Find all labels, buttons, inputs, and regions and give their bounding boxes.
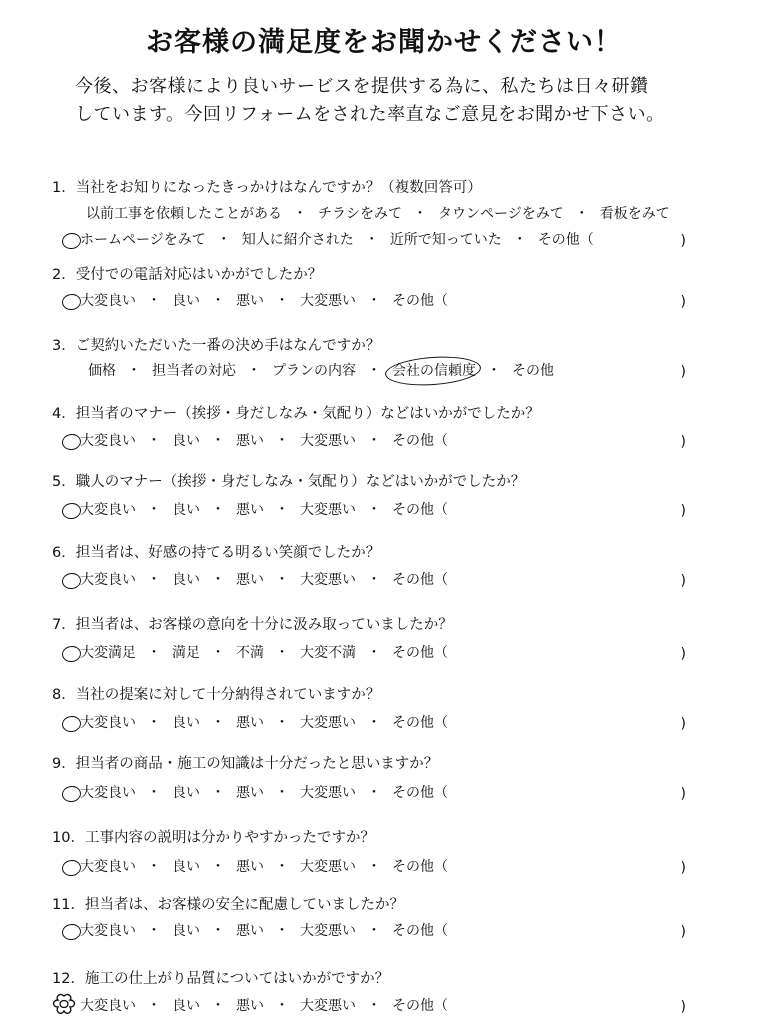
q6-option[interactable]: その他（	[392, 572, 448, 588]
q1-option[interactable]: その他（	[537, 232, 594, 248]
q7-option-row	[80, 642, 448, 662]
separator: ・	[275, 998, 289, 1014]
separator: ・	[147, 645, 161, 661]
q5-option[interactable]: 悪い	[236, 502, 264, 518]
q4-option[interactable]: 大変悪い	[300, 433, 356, 449]
q10-option[interactable]: 悪い	[236, 859, 264, 875]
q7-option[interactable]: その他（	[392, 645, 448, 661]
q2-option[interactable]: その他（	[392, 293, 448, 309]
q4-option[interactable]: 悪い	[236, 433, 264, 449]
separator: ・	[147, 433, 161, 449]
separator: ・	[574, 206, 589, 222]
q10-option[interactable]: 良い	[172, 859, 200, 875]
separator: ・	[127, 363, 141, 379]
q12-option[interactable]: 悪い	[236, 998, 264, 1014]
close-paren: )	[680, 233, 686, 249]
selection-circle-mark	[61, 715, 82, 733]
separator: ・	[247, 363, 261, 379]
q11-option-row	[80, 920, 448, 940]
q2-option-selected[interactable]: 大変良い	[80, 293, 136, 309]
q7-option[interactable]: 不満	[236, 645, 264, 661]
separator: ・	[367, 998, 381, 1014]
q1-option[interactable]: 以前工事を依頼したことがある	[86, 206, 282, 222]
q7-option-selected[interactable]: 大変満足	[80, 645, 136, 661]
q6-options	[80, 569, 686, 591]
q5-options	[80, 499, 686, 521]
close-paren: )	[680, 573, 686, 589]
separator: ・	[216, 232, 231, 248]
close-paren: )	[680, 434, 686, 450]
q1-option[interactable]: 看板をみて	[599, 206, 670, 222]
q8-option[interactable]: その他（	[392, 715, 448, 731]
selection-circle-mark	[61, 923, 82, 941]
q8-options	[80, 712, 686, 734]
separator: ・	[275, 572, 289, 588]
question-7-title: 7．担当者は、お客様の意向を十分に汲み取っていましたか？	[52, 617, 453, 633]
q4-option[interactable]: その他（	[392, 433, 448, 449]
close-paren: )	[680, 503, 686, 519]
separator: ・	[367, 502, 381, 518]
separator: ・	[211, 645, 225, 661]
separator: ・	[367, 645, 381, 661]
q2-option[interactable]: 良い	[172, 293, 200, 309]
separator: ・	[275, 859, 289, 875]
close-paren: )	[680, 364, 686, 380]
separator: ・	[367, 923, 381, 939]
q12-option[interactable]: その他（	[392, 998, 448, 1014]
q12-option[interactable]: 大変悪い	[300, 998, 356, 1014]
q12-option-selected[interactable]: 大変良い	[80, 998, 136, 1014]
q8-option[interactable]: 大変悪い	[300, 715, 356, 731]
selection-circle-mark	[61, 572, 82, 590]
selection-circle-mark	[61, 433, 82, 451]
q7-options	[80, 642, 686, 664]
q7-option[interactable]: 大変不満	[300, 645, 356, 661]
question-8-title: 8．当社の提案に対して十分納得されていますか？	[52, 687, 381, 703]
q9-option[interactable]: 悪い	[236, 785, 264, 801]
q5-option-row	[80, 499, 448, 519]
q1-option[interactable]: 近所で知っていた	[389, 232, 502, 248]
q8-option-selected[interactable]: 大変良い	[80, 715, 136, 731]
intro-line-1: 今後、お客様により良いサービスを提供する為に、私たちは日々研鑽	[75, 76, 649, 97]
separator: ・	[147, 785, 161, 801]
separator: ・	[275, 923, 289, 939]
separator: ・	[364, 232, 379, 248]
q5-option[interactable]: 大変悪い	[300, 502, 356, 518]
separator: ・	[275, 715, 289, 731]
q8-option[interactable]: 悪い	[236, 715, 264, 731]
separator: ・	[211, 715, 225, 731]
separator: ・	[147, 293, 161, 309]
q5-option[interactable]: 良い	[172, 502, 200, 518]
q10-option-selected[interactable]: 大変良い	[80, 859, 136, 875]
q12-options	[80, 995, 686, 1017]
question-1-title: 1．当社をお知りになったきっかけはなんですか？（複数回答可）	[52, 180, 482, 196]
intro-line-2: しています。今回リフォームをされた率直なご意見をお聞かせ下さい。	[75, 104, 665, 125]
separator: ・	[211, 293, 225, 309]
q8-option-row	[80, 712, 448, 732]
close-paren: )	[680, 924, 686, 940]
separator: ・	[367, 572, 381, 588]
q3-option-row	[88, 360, 554, 380]
q6-option[interactable]: 悪い	[236, 572, 264, 588]
selection-circle-mark	[61, 502, 82, 520]
question-9-title: 9．担当者の商品・施工の知識は十分だったと思いますか？	[52, 756, 439, 772]
separator: ・	[367, 363, 381, 379]
q12-option[interactable]: 良い	[172, 998, 200, 1014]
question-12-title: 12．施工の仕上がり品質についてはいかがですか？	[52, 971, 390, 987]
separator: ・	[147, 923, 161, 939]
question-11-title: 11．担当者は、お客様の安全に配慮していましたか？	[52, 897, 404, 913]
q1-options	[80, 229, 686, 251]
q2-option[interactable]: 大変悪い	[300, 293, 356, 309]
close-paren: )	[680, 646, 686, 662]
q6-option[interactable]: 大変悪い	[300, 572, 356, 588]
q8-option[interactable]: 良い	[172, 715, 200, 731]
question-3-title: 3．ご契約いただいた一番の決め手はなんですか？	[52, 338, 381, 354]
q9-option[interactable]: 大変悪い	[300, 785, 356, 801]
separator: ・	[211, 502, 225, 518]
q2-options	[80, 290, 686, 312]
survey-title: お客様の満足度をお聞かせください！	[146, 27, 622, 58]
q10-option[interactable]: その他（	[392, 859, 448, 875]
separator: ・	[147, 502, 161, 518]
close-paren: )	[680, 999, 686, 1015]
q10-options	[80, 856, 686, 878]
q1-options	[86, 203, 686, 225]
separator: ・	[487, 363, 501, 379]
selection-circle-mark	[61, 645, 82, 663]
selection-circle-mark	[61, 785, 82, 803]
selection-circle-mark	[61, 293, 82, 311]
separator: ・	[147, 998, 161, 1014]
separator: ・	[413, 206, 427, 222]
selection-circle-mark	[61, 232, 82, 250]
separator: ・	[275, 645, 289, 661]
q9-option-selected[interactable]: 大変良い	[80, 785, 136, 801]
q10-option-row	[80, 856, 448, 876]
q1-option[interactable]: タウンページをみて	[438, 206, 564, 222]
separator: ・	[211, 998, 225, 1014]
q12-option-row	[80, 995, 448, 1015]
close-paren: )	[680, 786, 686, 802]
separator: ・	[211, 923, 225, 939]
q3-option-selected[interactable]: 会社の信頼度	[392, 363, 476, 379]
close-paren: )	[680, 294, 686, 310]
separator: ・	[275, 502, 289, 518]
q1-option-row	[80, 229, 594, 249]
q6-option-selected[interactable]: 大変良い	[80, 572, 136, 588]
selection-circle-mark	[384, 354, 482, 389]
separator: ・	[211, 433, 225, 449]
separator: ・	[147, 859, 161, 875]
separator: ・	[211, 572, 225, 588]
q6-option[interactable]: 良い	[172, 572, 200, 588]
question-5-title: 5．職人のマナー（挨拶・身だしなみ・気配り）などはいかがでしたか？	[52, 474, 526, 490]
separator: ・	[367, 293, 381, 309]
close-paren: )	[680, 860, 686, 876]
q1-option-selected[interactable]: ホームページをみて	[80, 232, 206, 248]
separator: ・	[275, 293, 289, 309]
question-2-title: 2．受付での電話対応はいかがでしたか？	[52, 267, 323, 283]
question-6-title: 6．担当者は、好感の持てる明るい笑顔でしたか？	[52, 545, 381, 561]
q11-option[interactable]: その他（	[392, 923, 448, 939]
q10-option[interactable]: 大変悪い	[300, 859, 356, 875]
separator: ・	[275, 785, 289, 801]
q1-option[interactable]: 知人に紹介された	[241, 232, 354, 248]
q4-option-selected[interactable]: 大変良い	[80, 433, 136, 449]
q11-option[interactable]: 大変悪い	[300, 923, 356, 939]
close-paren: )	[680, 716, 686, 732]
separator: ・	[147, 572, 161, 588]
q11-option-selected[interactable]: 大変良い	[80, 923, 136, 939]
q2-option-row	[80, 290, 448, 310]
q1-option-row	[86, 203, 670, 223]
separator: ・	[147, 715, 161, 731]
separator: ・	[367, 859, 381, 875]
q4-option[interactable]: 良い	[172, 433, 200, 449]
q9-option-row	[80, 782, 448, 802]
separator: ・	[211, 785, 225, 801]
q1-option[interactable]: チラシをみて	[318, 206, 402, 222]
q4-options	[80, 430, 686, 452]
q3-option[interactable]: 価格	[88, 363, 116, 379]
question-4-title: 4．担当者のマナー（挨拶・身だしなみ・気配り）などはいかがでしたか？	[52, 406, 540, 422]
q11-option[interactable]: 悪い	[236, 923, 264, 939]
q2-option[interactable]: 悪い	[236, 293, 264, 309]
question-10-title: 10．工事内容の説明は分かりやすかったですか？	[52, 830, 375, 846]
separator: ・	[512, 232, 527, 248]
q7-option[interactable]: 満足	[172, 645, 200, 661]
q6-option-row	[80, 569, 448, 589]
q3-option[interactable]: 担当者の対応	[152, 363, 236, 379]
q11-option[interactable]: 良い	[172, 923, 200, 939]
q9-option[interactable]: 良い	[172, 785, 200, 801]
separator: ・	[367, 715, 381, 731]
q3-option[interactable]: プランの内容	[272, 363, 356, 379]
separator: ・	[367, 785, 381, 801]
q4-option-row	[80, 430, 448, 450]
q9-option[interactable]: その他（	[392, 785, 448, 801]
separator: ・	[211, 859, 225, 875]
q5-option-selected[interactable]: 大変良い	[80, 502, 136, 518]
separator: ・	[293, 206, 307, 222]
flower-mark-icon	[50, 992, 78, 1016]
separator: ・	[275, 433, 289, 449]
q5-option[interactable]: その他（	[392, 502, 448, 518]
separator: ・	[367, 433, 381, 449]
q9-options	[80, 782, 686, 804]
q11-options	[80, 920, 686, 942]
q3-option[interactable]: その他	[512, 363, 554, 379]
selection-circle-mark	[61, 859, 82, 877]
